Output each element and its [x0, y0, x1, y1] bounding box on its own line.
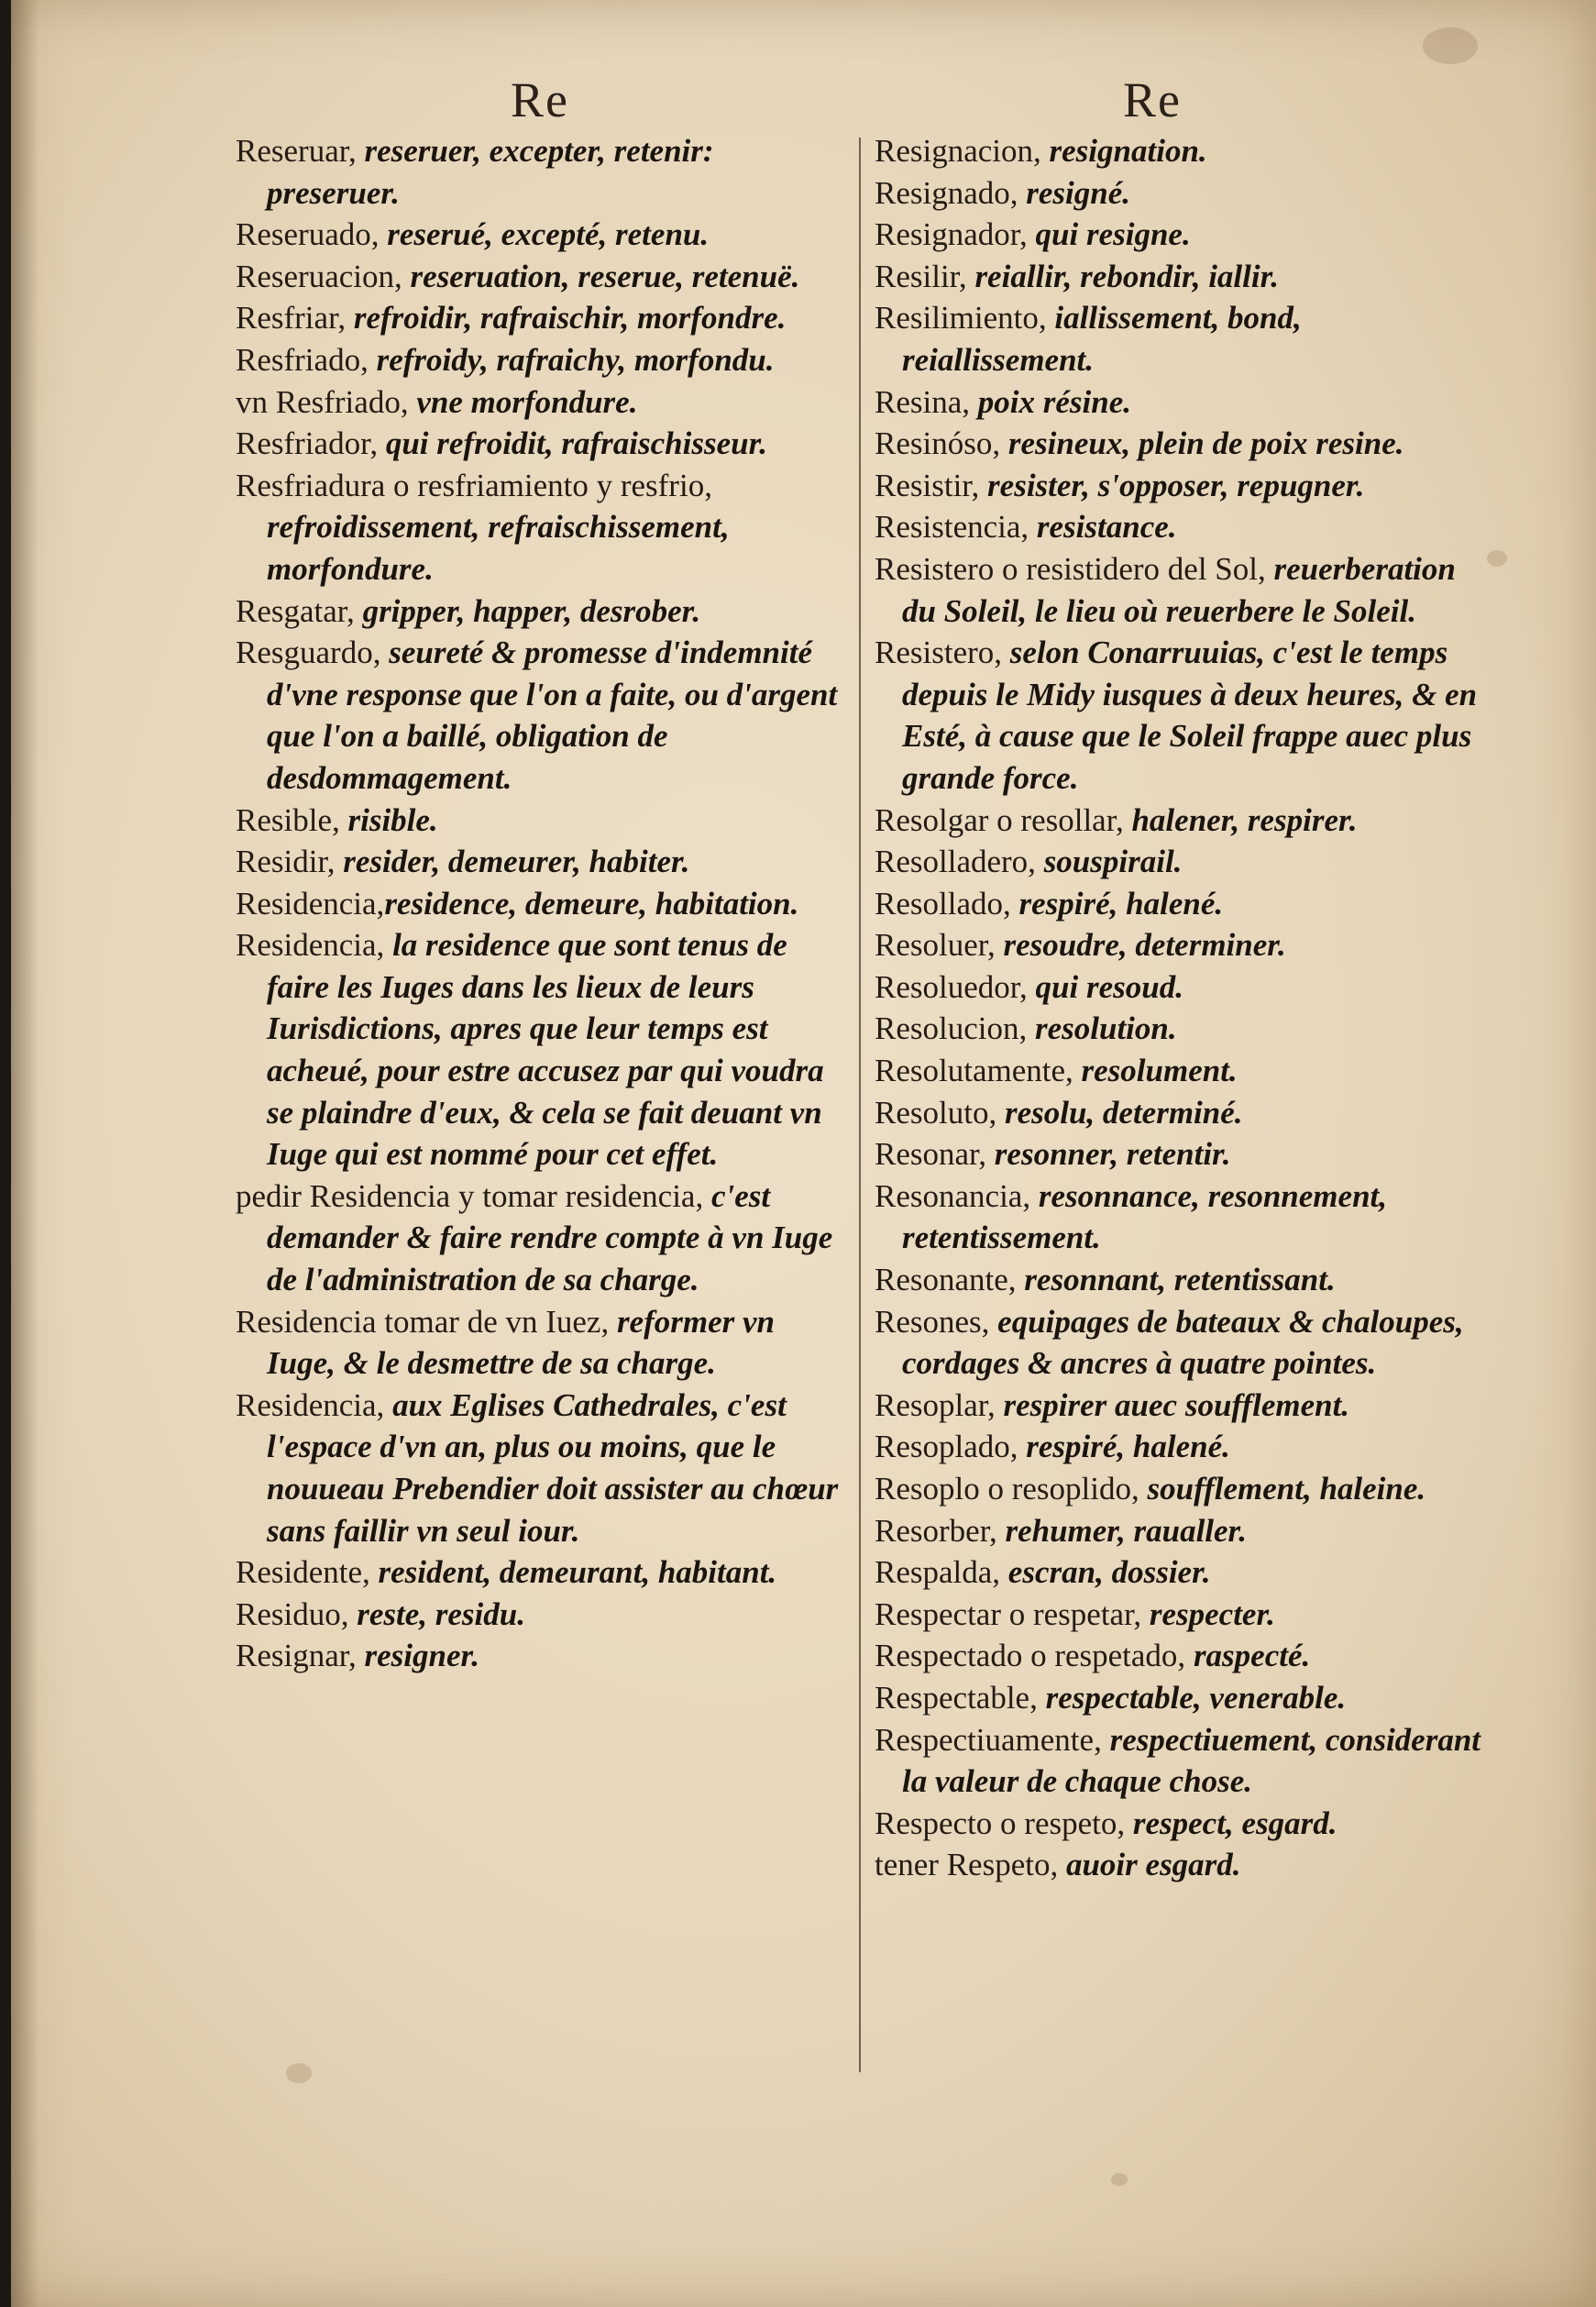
entry-headword: Reseruar,: [236, 133, 357, 169]
entry-translation: seureté & promesse d'indemnité d'vne response que l'on a faite, ou d'argent que l'on a baillé, obligation de desdommagement.: [267, 635, 838, 796]
dictionary-entry: [236, 1551, 841, 1594]
entry-headword: Resolucion,: [875, 1010, 1028, 1047]
entry-translation: respirer auec soufflement.: [995, 1386, 1350, 1423]
entry-headword: Reseruado,: [236, 216, 380, 253]
entry-headword: Respectable,: [875, 1679, 1038, 1716]
dictionary-entry: [236, 1594, 841, 1636]
entry-headword: Resonar,: [875, 1136, 987, 1173]
dictionary-entry: [875, 1719, 1489, 1803]
dictionary-entry: [236, 423, 841, 465]
entry-translation: raspecté.: [1185, 1638, 1311, 1674]
entry-headword: Resonancia,: [875, 1177, 1031, 1214]
dictionary-entry: [236, 800, 841, 842]
entry-headword: Residencia,: [236, 1386, 385, 1423]
entry-headword: Resguardo,: [236, 635, 381, 671]
dictionary-entry: [236, 1635, 841, 1677]
dictionary-entry: [875, 1635, 1489, 1677]
dictionary-entry: [236, 883, 841, 925]
dictionary-entry: [236, 339, 841, 381]
dictionary-entry: [236, 924, 841, 1176]
entry-headword: Resones,: [875, 1303, 990, 1340]
dictionary-entry: [875, 883, 1489, 925]
dictionary-entry: [875, 1050, 1489, 1092]
dictionary-entry: [875, 506, 1489, 548]
entry-translation: halener, respirer.: [1123, 801, 1358, 838]
dictionary-entry: [236, 214, 841, 256]
entry-translation: vne morfondure.: [408, 383, 638, 420]
entry-translation: refroidissement, refraischissement, morfondure.: [267, 509, 730, 587]
entry-translation: risible.: [339, 801, 438, 838]
running-head-right: Re: [1123, 72, 1182, 127]
dictionary-entry: [236, 1385, 841, 1551]
dictionary-entry: [875, 1803, 1489, 1845]
dictionary-entry: [236, 297, 841, 339]
entry-headword: Resollado,: [875, 885, 1011, 922]
entry-headword: Respectar o respetar,: [875, 1595, 1142, 1632]
left-column: [236, 130, 841, 1677]
entry-translation: reseruation, reserue, retenuë.: [402, 258, 800, 294]
dictionary-entry: [875, 841, 1489, 883]
entry-headword: Resfriado,: [236, 341, 369, 378]
dictionary-entry: [875, 924, 1489, 966]
entry-translation: resigné.: [1018, 174, 1131, 211]
entry-translation: respectiuement, considerant la valeur de chaque chose.: [902, 1721, 1481, 1800]
entry-headword: Resina,: [875, 383, 971, 420]
foxing-spot: [286, 2063, 312, 2083]
dictionary-entry: [875, 1176, 1489, 1259]
dictionary-entry: [875, 214, 1489, 256]
dictionary-entry: [875, 465, 1489, 507]
dictionary-entry: [236, 381, 841, 424]
entry-headword: pedir Residencia y tomar residencia,: [236, 1177, 704, 1214]
entry-translation: residence, demeure, habitation.: [384, 885, 799, 922]
right-column: [875, 130, 1489, 1886]
entry-translation: reiallir, rebondir, iallir.: [966, 258, 1280, 294]
dictionary-entry: [875, 1510, 1489, 1552]
entry-headword: Resoluer,: [875, 927, 996, 964]
entry-headword: Resistero,: [875, 635, 1003, 671]
dictionary-entry: [875, 297, 1489, 381]
entry-headword: Residencia tomar de vn Iuez,: [236, 1303, 610, 1340]
foxing-spot: [1487, 550, 1507, 567]
dictionary-entry: [236, 465, 841, 591]
entry-translation: resignation.: [1040, 133, 1207, 169]
dictionary-entry: [875, 1301, 1489, 1385]
dictionary-entry: [875, 1008, 1489, 1050]
entry-translation: equipages de bateaux & chaloupes, cordages & ancres à quatre pointes.: [902, 1303, 1464, 1382]
entry-translation: refroidy, rafraichy, morfondu.: [368, 341, 775, 378]
entry-headword: Residencia,: [236, 927, 385, 964]
entry-headword: Resoluto,: [875, 1094, 997, 1131]
entry-headword: tener Respeto,: [875, 1847, 1059, 1883]
entry-translation: iallissement, bond, reiallissement.: [902, 300, 1302, 378]
entry-translation: la residence que sont tenus de faire les Iuges dans les lieux de leurs Iurisdictions, apres que leur temps est acheué, pour estre accusez par qui voudra se plaindre d'eux, & cela se fait deuant vn Iuge qui est nommé pour cet effet.: [267, 927, 824, 1173]
entry-headword: Respectiuamente,: [875, 1721, 1102, 1758]
entry-translation: respectable, venerable.: [1037, 1679, 1347, 1716]
entry-translation: reserué, excepté, retenu.: [379, 216, 710, 253]
dictionary-entry: [875, 1844, 1489, 1886]
dictionary-entry: [875, 1385, 1489, 1427]
dictionary-entry: [236, 1176, 841, 1301]
dictionary-entry: [236, 1301, 841, 1385]
entry-translation: resonnance, resonnement, retentissement.: [902, 1177, 1388, 1256]
entry-translation: aux Eglises Cathedrales, c'est l'espace d'vn an, plus ou moins, que le nouueau Prebendier doit assister au chœur sans faillir vn seul iour.: [267, 1386, 839, 1549]
entry-translation: resolument.: [1073, 1053, 1238, 1089]
entry-translation: soufflement, haleine.: [1139, 1471, 1426, 1507]
entry-translation: refroidir, rafraischir, morfondre.: [346, 300, 787, 337]
entry-translation: escran, dossier.: [1000, 1554, 1211, 1591]
foxing-spot: [1111, 2173, 1128, 2186]
entry-headword: Resignacion,: [875, 133, 1041, 169]
entry-translation: resolu, determiné.: [996, 1094, 1243, 1131]
entry-headword: vn Resfriado,: [236, 383, 409, 420]
entry-headword: Residir,: [236, 844, 336, 880]
entry-translation: resoudre, determiner.: [995, 927, 1286, 964]
entry-translation: qui resoud.: [1027, 968, 1183, 1005]
dictionary-entry: [875, 130, 1489, 172]
dictionary-entry: [236, 591, 841, 633]
dictionary-page: [11, 0, 1596, 2307]
entry-translation: respiré, halené.: [1010, 885, 1224, 922]
entry-headword: Resolgar o resollar,: [875, 801, 1124, 838]
dictionary-entry: [875, 632, 1489, 799]
gutter-shadow: [11, 0, 39, 2307]
dictionary-entry: [875, 1092, 1489, 1134]
entry-headword: Resoplar,: [875, 1386, 996, 1423]
entry-translation: reste, residu.: [348, 1595, 525, 1632]
entry-headword: Resfriar,: [236, 300, 347, 337]
entry-translation: qui resigne.: [1027, 216, 1191, 253]
entry-translation: gripper, happer, desrober.: [354, 592, 701, 629]
column-rule: [859, 138, 861, 2072]
entry-translation: reuerberation du Soleil, le lieu où reuerbere le Soleil.: [902, 550, 1456, 629]
entry-translation: resineux, plein de poix resine.: [1000, 425, 1404, 462]
entry-translation: qui refroidit, rafraischisseur.: [378, 425, 768, 462]
entry-headword: Resible,: [236, 801, 340, 838]
entry-translation: resident, demeurant, habitant.: [369, 1554, 777, 1591]
entry-headword: Resolutamente,: [875, 1053, 1073, 1089]
entry-headword: Resignador,: [875, 216, 1028, 253]
entry-translation: resistance.: [1029, 509, 1177, 546]
entry-translation: resolution.: [1027, 1010, 1177, 1047]
entry-headword: Resilimiento,: [875, 300, 1047, 337]
dictionary-entry: [875, 381, 1489, 424]
entry-headword: Resoplo o resoplido,: [875, 1471, 1139, 1507]
entry-translation: auoir esgard.: [1058, 1847, 1241, 1883]
entry-translation: reseruer, excepter, retenir: preseruer.: [267, 133, 714, 211]
entry-headword: Resoplado,: [875, 1429, 1018, 1465]
entry-headword: Respalda,: [875, 1554, 1001, 1591]
dictionary-entry: [875, 256, 1489, 298]
dictionary-entry: [875, 423, 1489, 465]
entry-headword: Resistencia,: [875, 509, 1029, 546]
dictionary-entry: [875, 548, 1489, 632]
entry-headword: Resinóso,: [875, 425, 1001, 462]
entry-headword: Reseruacion,: [236, 258, 402, 294]
entry-headword: Resfriador,: [236, 425, 379, 462]
entry-translation: respiré, halené.: [1018, 1429, 1230, 1465]
entry-translation: poix résine.: [970, 383, 1131, 420]
entry-headword: Resistir,: [875, 467, 980, 503]
dictionary-entry: [875, 1551, 1489, 1594]
entry-translation: souspirail.: [1035, 844, 1183, 880]
dictionary-entry: [875, 1594, 1489, 1636]
entry-headword: Resgatar,: [236, 592, 355, 629]
dictionary-entry: [236, 256, 841, 298]
entry-headword: Resignar,: [236, 1638, 357, 1674]
dictionary-entry: [875, 1259, 1489, 1301]
running-head-left: Re: [511, 72, 569, 127]
entry-translation: respecter.: [1141, 1595, 1275, 1632]
entry-headword: Resoluedor,: [875, 968, 1028, 1005]
entry-headword: Residencia,: [236, 885, 385, 922]
dictionary-entry: [875, 800, 1489, 842]
entry-translation: reformer vn Iuge, & le desmettre de sa charge.: [267, 1303, 776, 1382]
entry-translation: resigner.: [356, 1638, 479, 1674]
entry-headword: Residente,: [236, 1554, 370, 1591]
dictionary-entry: [875, 1133, 1489, 1176]
entry-headword: Resistero o resistidero del Sol,: [875, 550, 1266, 587]
entry-headword: Resilir,: [875, 258, 967, 294]
dictionary-entry: [236, 632, 841, 799]
entry-translation: resonnant, retentissant.: [1016, 1262, 1336, 1298]
entry-headword: Resonante,: [875, 1262, 1017, 1298]
entry-translation: rehumer, raualler.: [996, 1512, 1247, 1549]
dictionary-entry: [875, 966, 1489, 1009]
entry-translation: resider, demeurer, habiter.: [335, 844, 690, 880]
entry-headword: Respecto o respeto,: [875, 1805, 1126, 1841]
dictionary-entry: [875, 1468, 1489, 1510]
entry-translation: resister, s'opposer, repugner.: [979, 467, 1365, 503]
entry-translation: respect, esgard.: [1125, 1805, 1337, 1841]
dictionary-entry: [875, 1677, 1489, 1719]
dictionary-entry: [875, 172, 1489, 215]
entry-headword: Resorber,: [875, 1512, 997, 1549]
entry-translation: resonner, retentir.: [986, 1136, 1231, 1173]
dictionary-entry: [236, 841, 841, 883]
entry-translation: selon Conarruuias, c'est le temps depuis le Midy iusques à deux heures, & en Esté, à cause que le Soleil frappe auec plus grande force.: [902, 635, 1478, 796]
entry-headword: Resfriadura o resfriamiento y resfrio,: [236, 467, 712, 503]
foxing-spot: [1423, 28, 1478, 64]
entry-headword: Respectado o respetado,: [875, 1638, 1186, 1674]
entry-headword: Residuo,: [236, 1595, 349, 1632]
entry-headword: Resignado,: [875, 174, 1018, 211]
entry-headword: Resolladero,: [875, 844, 1036, 880]
entry-translation: c'est demander & faire rendre compte à vn Iuge de l'administration de sa charge.: [267, 1177, 833, 1298]
dictionary-entry: [236, 130, 841, 214]
dictionary-entry: [875, 1426, 1489, 1468]
